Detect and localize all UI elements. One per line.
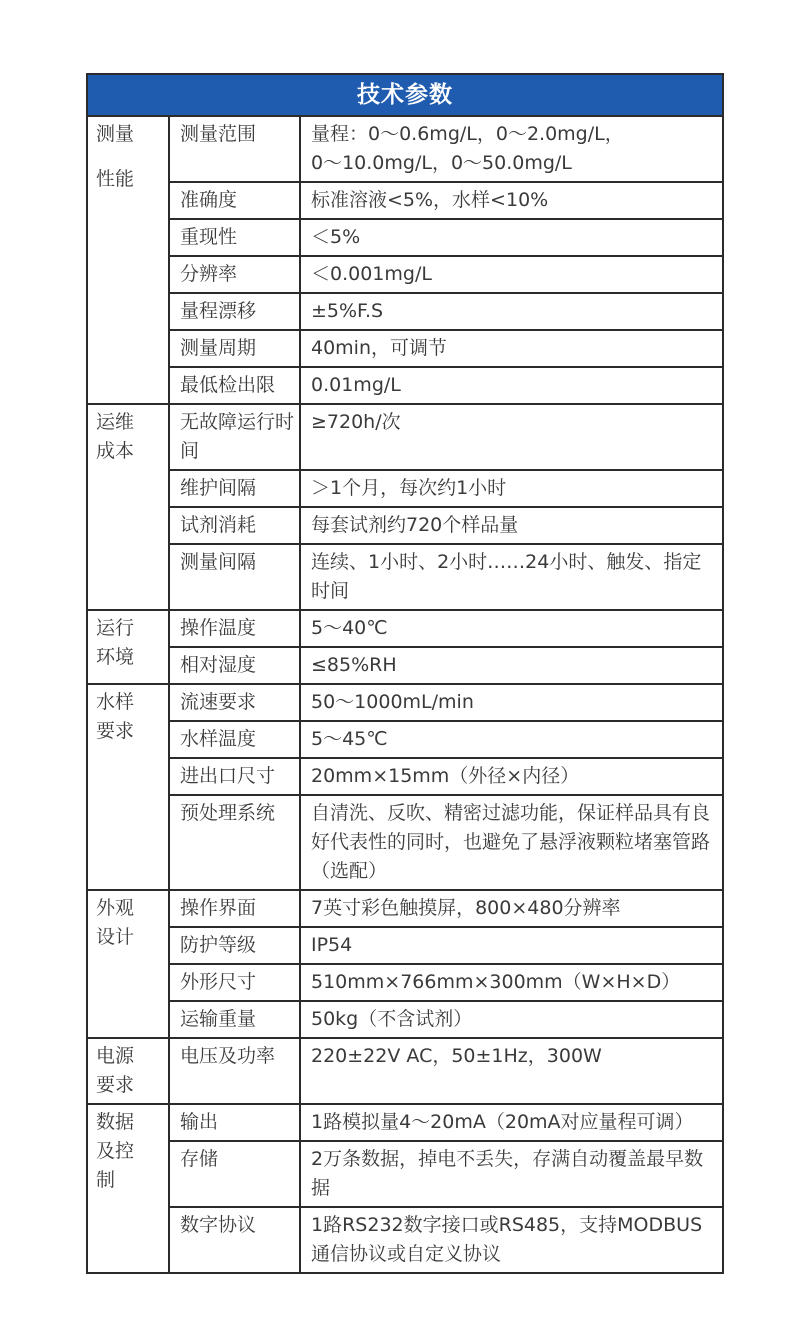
table-row [87, 367, 723, 404]
group-label-line: 设计 [96, 926, 135, 948]
group-label-line: 环境 [96, 646, 135, 668]
param-name: 试剂消耗 [169, 507, 300, 544]
param-value: ≥720h/次 [300, 404, 723, 470]
param-name: 操作界面 [169, 890, 300, 927]
param-value: 1路RS232数字接口或RS485，支持MODBUS通信协议或自定义协议 [300, 1207, 723, 1273]
table-row [87, 1038, 723, 1104]
param-name: 维护间隔 [169, 470, 300, 507]
param-value: ＜5% [300, 219, 723, 256]
param-value: 5～45℃ [300, 721, 723, 758]
param-name: 预处理系统 [169, 795, 300, 890]
table-row [87, 721, 723, 758]
table-row [87, 256, 723, 293]
param-value: 40min，可调节 [300, 330, 723, 367]
param-value: 220±22V AC，50±1Hz，300W [300, 1038, 723, 1104]
group-label-line: 外观 [96, 897, 135, 919]
param-value: 50kg（不含试剂） [300, 1001, 723, 1038]
param-name: 准确度 [169, 182, 300, 219]
param-name: 数字协议 [169, 1207, 300, 1273]
param-name: 测量周期 [169, 330, 300, 367]
table-row [87, 927, 723, 964]
table-row [87, 182, 723, 219]
table-header-row [87, 74, 723, 116]
param-value: ±5%F.S [300, 293, 723, 330]
spec-body [87, 116, 723, 1273]
group-label [87, 684, 169, 890]
group-label [87, 1038, 169, 1104]
param-value: 自清洗、反吹、精密过滤功能，保证样品具有良好代表性的同时，也避免了悬浮液颗粒堵塞管路（选配） [300, 795, 723, 890]
param-name: 测量间隔 [169, 544, 300, 610]
group-label-line: 水样 [96, 691, 135, 713]
table-row [87, 330, 723, 367]
param-name: 防护等级 [169, 927, 300, 964]
table-row [87, 964, 723, 1001]
spec-table [86, 73, 724, 1274]
table-row [87, 470, 723, 507]
table-row [87, 610, 723, 647]
param-name: 输出 [169, 1104, 300, 1141]
param-value: 7英寸彩色触摸屏，800×480分辨率 [300, 890, 723, 927]
group-label [87, 890, 169, 1038]
param-value: 510mm×766mm×300mm（W×H×D） [300, 964, 723, 1001]
table-title: 技术参数 [87, 74, 723, 116]
param-value: 0.01mg/L [300, 367, 723, 404]
table-row [87, 684, 723, 721]
group-label-line: 数据 [96, 1111, 135, 1133]
table-row [87, 1001, 723, 1038]
param-value: 量程：0～0.6mg/L，0～2.0mg/L， 0～10.0mg/L，0～50.0mg/L [300, 116, 723, 182]
group-label [87, 1104, 169, 1273]
table-row [87, 293, 723, 330]
table-row [87, 116, 723, 182]
param-name: 电压及功率 [169, 1038, 300, 1104]
param-value: 1路模拟量4～20mA（20mA对应量程可调） [300, 1104, 723, 1141]
table-row [87, 1207, 723, 1273]
group-label-line: 及控 [96, 1140, 135, 1162]
param-value: ≤85%RH [300, 647, 723, 684]
param-value: ＞1个月，每次约1小时 [300, 470, 723, 507]
param-name: 外形尺寸 [169, 964, 300, 1001]
param-value: 2万条数据，掉电不丢失，存满自动覆盖最早数据 [300, 1141, 723, 1207]
param-name: 相对湿度 [169, 647, 300, 684]
param-name: 重现性 [169, 219, 300, 256]
param-name: 流速要求 [169, 684, 300, 721]
table-row [87, 647, 723, 684]
table-row [87, 1141, 723, 1207]
group-label-line: 性能 [96, 168, 135, 190]
param-value: ＜0.001mg/L [300, 256, 723, 293]
group-label [87, 404, 169, 610]
table-row [87, 404, 723, 470]
param-name: 分辨率 [169, 256, 300, 293]
table-row [87, 795, 723, 890]
param-name: 运输重量 [169, 1001, 300, 1038]
group-label-line: 要求 [96, 720, 135, 742]
param-name: 测量范围 [169, 116, 300, 182]
param-name: 无故障运行时间 [169, 404, 300, 470]
param-name: 最低检出限 [169, 367, 300, 404]
param-name: 操作温度 [169, 610, 300, 647]
table-row [87, 1104, 723, 1141]
group-label [87, 116, 169, 404]
param-name: 量程漂移 [169, 293, 300, 330]
group-label [87, 610, 169, 684]
table-row [87, 890, 723, 927]
group-label-line: 运维 [96, 411, 135, 433]
group-label-line: 电源 [96, 1045, 135, 1067]
table-row [87, 758, 723, 795]
param-value: IP54 [300, 927, 723, 964]
table-row [87, 544, 723, 610]
group-label-line: 测量 [96, 123, 135, 145]
param-value: 5～40℃ [300, 610, 723, 647]
param-value: 连续、1小时、2小时……24小时、触发、指定时间 [300, 544, 723, 610]
table-row [87, 219, 723, 256]
group-label-line: 运行 [96, 617, 135, 639]
param-value: 每套试剂约720个样品量 [300, 507, 723, 544]
group-label-line: 成本 [96, 440, 135, 462]
param-name: 存储 [169, 1141, 300, 1207]
param-value: 20mm×15mm（外径×内径） [300, 758, 723, 795]
param-name: 进出口尺寸 [169, 758, 300, 795]
group-label-line: 制 [96, 1169, 116, 1191]
table-row [87, 507, 723, 544]
group-label-line: 要求 [96, 1074, 135, 1096]
param-name: 水样温度 [169, 721, 300, 758]
param-value: 标准溶液<5%，水样<10% [300, 182, 723, 219]
param-value: 50～1000mL/min [300, 684, 723, 721]
